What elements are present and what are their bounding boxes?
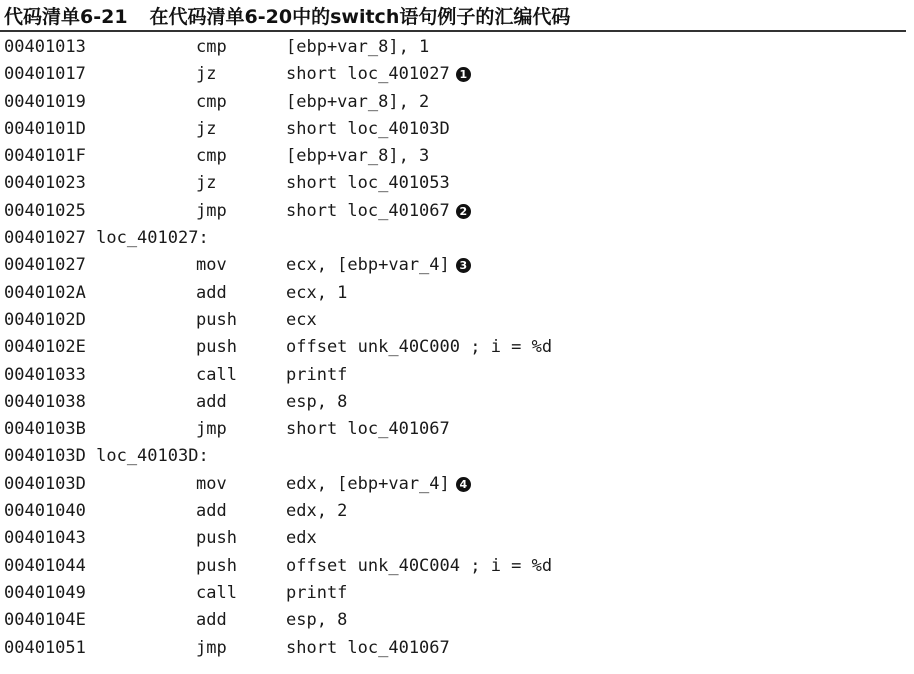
code-mnemonic: push	[196, 337, 237, 358]
code-mnemonic: jmp	[196, 200, 227, 221]
operand-text: short loc_401027	[286, 64, 450, 85]
code-address: 00401013	[4, 37, 86, 57]
code-mnemonic: jz	[196, 173, 217, 194]
operand-text: short loc_401067	[286, 419, 450, 440]
code-address: 00401033	[4, 364, 86, 385]
code-label-line	[4, 225, 904, 252]
code-operands	[286, 498, 347, 525]
operand-text: edx	[286, 528, 317, 549]
operand-text: short loc_401067	[286, 637, 450, 658]
code-operands	[286, 362, 347, 389]
code-address: 00401043	[4, 528, 86, 549]
code-line	[4, 34, 904, 61]
code-line	[4, 498, 904, 525]
code-address: 0040101F	[4, 146, 86, 167]
code-line	[4, 635, 904, 662]
operand-text: printf	[286, 582, 348, 603]
code-address: 0040103D	[4, 473, 86, 494]
operand-text: [ebp+var_8], 1	[286, 37, 430, 57]
code-operands	[286, 416, 450, 443]
code-operands	[286, 553, 552, 580]
code-address: 00401038	[4, 391, 86, 412]
code-address: 00401040	[4, 501, 86, 522]
code-line	[4, 198, 904, 225]
operand-text: esp, 8	[286, 391, 348, 412]
code-mnemonic: add	[196, 610, 227, 631]
code-operands	[286, 307, 317, 334]
code-mnemonic: cmp	[196, 146, 227, 167]
code-address: 00401049	[4, 582, 86, 603]
code-label: 0040103D loc_40103D:	[4, 446, 209, 467]
code-operands	[286, 170, 450, 197]
code-line	[4, 61, 904, 88]
code-operands	[286, 635, 450, 662]
code-mnemonic: jmp	[196, 637, 227, 658]
code-address: 00401017	[4, 64, 86, 85]
code-address: 00401051	[4, 637, 86, 658]
callout-marker: 3	[456, 258, 471, 273]
assembly-listing	[4, 34, 904, 662]
code-operands	[286, 116, 450, 143]
code-address: 00401027	[4, 255, 86, 276]
code-address: 00401019	[4, 91, 86, 112]
listing-title: 在代码清单6-20中的switch语句例子的汇编代码	[149, 6, 571, 28]
operand-text: [ebp+var_8], 2	[286, 91, 430, 112]
code-address: 0040102D	[4, 309, 86, 330]
operand-text: short loc_40103D	[286, 118, 450, 139]
code-mnemonic: call	[196, 582, 237, 603]
code-address: 00401023	[4, 173, 86, 194]
callout-marker: 4	[456, 477, 471, 492]
code-mnemonic: jz	[196, 64, 217, 85]
code-mnemonic: add	[196, 501, 227, 522]
code-operands	[286, 334, 552, 361]
code-operands	[286, 389, 347, 416]
operand-text: ecx, 1	[286, 282, 348, 303]
code-mnemonic: push	[196, 528, 237, 549]
code-mnemonic: add	[196, 391, 227, 412]
code-operands	[286, 61, 471, 88]
code-mnemonic: cmp	[196, 37, 227, 57]
code-mnemonic: call	[196, 364, 237, 385]
code-operands	[286, 252, 471, 279]
code-line	[4, 553, 904, 580]
operand-text: short loc_401067	[286, 200, 450, 221]
code-mnemonic: push	[196, 309, 237, 330]
code-operands	[286, 198, 471, 225]
code-line	[4, 307, 904, 334]
code-address: 0040102A	[4, 282, 86, 303]
code-line	[4, 89, 904, 116]
code-line	[4, 143, 904, 170]
code-line	[4, 116, 904, 143]
operand-text: offset unk_40C004 ; i = %d	[286, 555, 553, 576]
code-mnemonic: mov	[196, 473, 227, 494]
code-operands	[286, 280, 347, 307]
operand-text: edx, 2	[286, 501, 348, 522]
code-line	[4, 252, 904, 279]
code-line	[4, 607, 904, 634]
listing-number: 代码清单6-21	[4, 6, 128, 28]
operand-text: offset unk_40C000 ; i = %d	[286, 337, 553, 358]
code-label: 00401027 loc_401027:	[4, 228, 209, 249]
code-operands	[286, 143, 429, 170]
caption-divider	[0, 30, 906, 32]
operand-text: [ebp+var_8], 3	[286, 146, 430, 167]
operand-text: edx, [ebp+var_4]	[286, 473, 450, 494]
code-line	[4, 525, 904, 552]
code-mnemonic: jz	[196, 118, 217, 139]
code-address: 0040104E	[4, 610, 86, 631]
code-operands	[286, 34, 429, 61]
code-operands	[286, 607, 347, 634]
code-mnemonic: add	[196, 282, 227, 303]
code-mnemonic: mov	[196, 255, 227, 276]
code-line	[4, 334, 904, 361]
operand-text: short loc_401053	[286, 173, 450, 194]
code-operands	[286, 525, 317, 552]
code-operands	[286, 471, 471, 498]
operand-text: ecx, [ebp+var_4]	[286, 255, 450, 276]
code-line	[4, 580, 904, 607]
code-address: 0040101D	[4, 118, 86, 139]
callout-marker: 2	[456, 204, 471, 219]
operand-text: ecx	[286, 309, 317, 330]
code-line	[4, 280, 904, 307]
code-mnemonic: cmp	[196, 91, 227, 112]
callout-marker: 1	[456, 67, 471, 82]
code-label-line	[4, 443, 904, 470]
code-mnemonic: jmp	[196, 419, 227, 440]
code-line	[4, 389, 904, 416]
code-mnemonic: push	[196, 555, 237, 576]
operand-text: printf	[286, 364, 348, 385]
code-address: 0040102E	[4, 337, 86, 358]
code-line	[4, 170, 904, 197]
code-address: 00401044	[4, 555, 86, 576]
code-operands	[286, 89, 429, 116]
code-address: 00401025	[4, 200, 86, 221]
listing-caption	[4, 2, 570, 29]
code-line	[4, 362, 904, 389]
code-operands	[286, 580, 347, 607]
code-line	[4, 416, 904, 443]
operand-text: esp, 8	[286, 610, 348, 631]
code-line	[4, 471, 904, 498]
code-address: 0040103B	[4, 419, 86, 440]
